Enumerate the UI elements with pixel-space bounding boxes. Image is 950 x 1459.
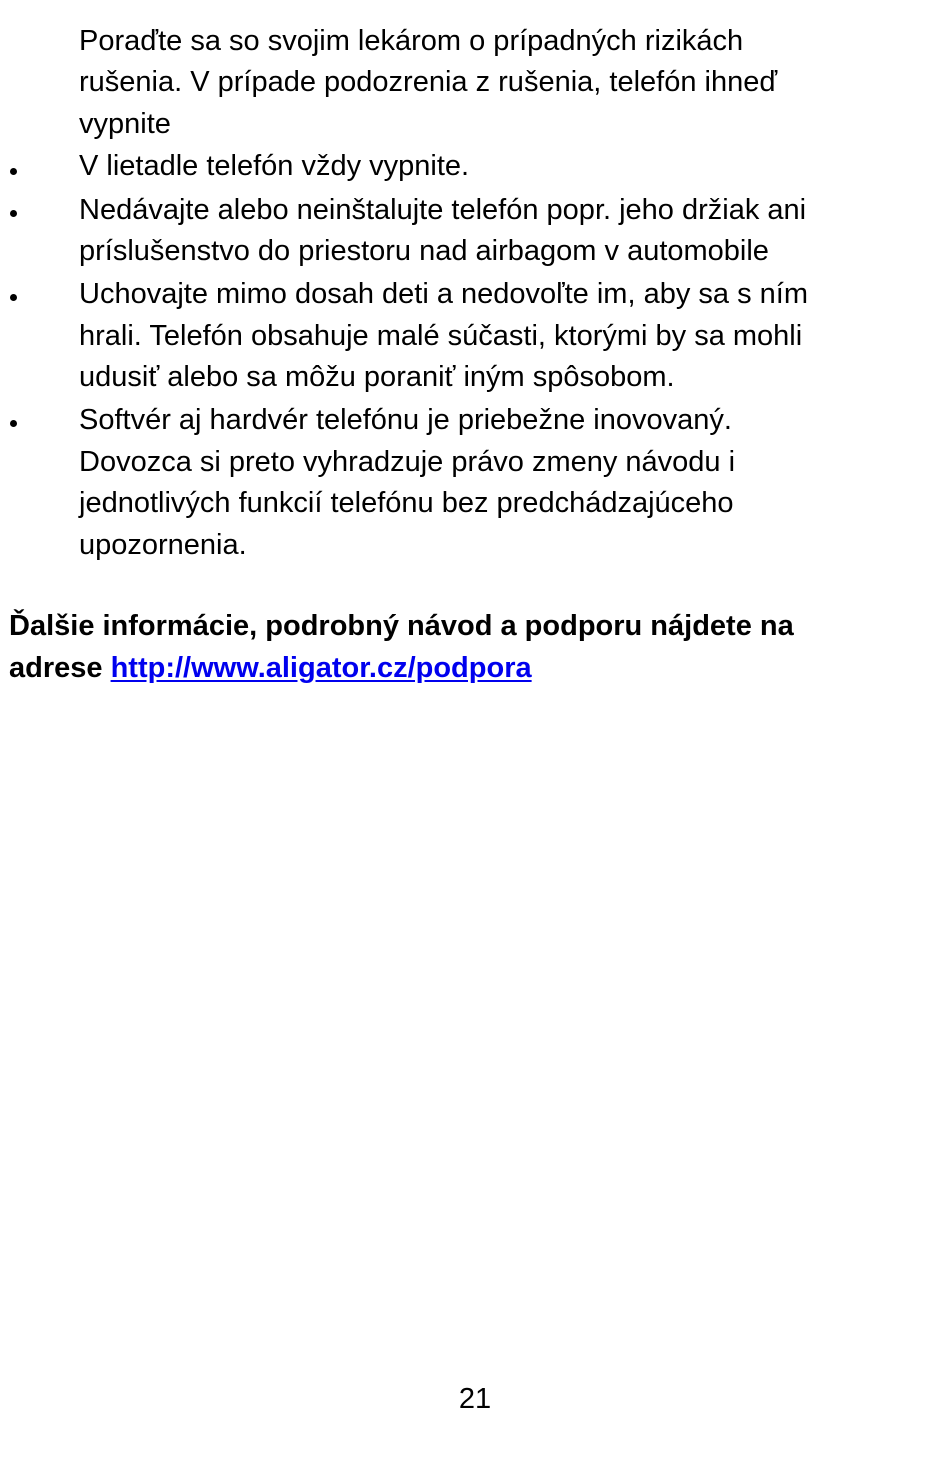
bullet-text-line: hrali. Telefón obsahuje malé súčasti, ktorými by sa mohli [79, 320, 803, 352]
support-link[interactable]: http://www.aligator.cz/podpora [110, 652, 532, 684]
bullet-text-line: udusiť alebo sa môžu poraniť iným spôsobom. [79, 361, 675, 393]
bullet-text-line: jednotlivých funkcií telefónu bez predchádzajúceho [79, 487, 734, 519]
bullet-marker [10, 168, 17, 175]
bullet-text-line: V lietadle telefón vždy vypnite. [79, 150, 470, 182]
intro-line: vypnite [79, 108, 171, 140]
intro-line: Poraďte sa so svojim lekárom o prípadných rizikách [79, 25, 744, 57]
bullet-text-line: Uchovajte mimo dosah deti a nedovoľte im, aby sa s ním [79, 278, 808, 310]
bullet-text-line: príslušenstvo do priestoru nad airbagom v automobile [79, 235, 769, 267]
support-info-prefix: adrese [9, 652, 111, 684]
bullet-text-line: Softvér aj hardvér telefónu je priebežne inovovaný. [79, 404, 732, 436]
bullet-text-line: Nedávajte alebo neinštalujte telefón popr. jeho držiak ani [79, 194, 807, 226]
bullet-marker [10, 294, 17, 301]
support-info-line: Ďalšie informácie, podrobný návod a podporu nájdete na [9, 610, 794, 642]
bullet-text-line: Dovozca si preto vyhradzuje právo zmeny návodu i [79, 446, 736, 478]
support-info-address [9, 647, 532, 689]
bullet-text-line: upozornenia. [79, 529, 247, 561]
bullet-marker [10, 210, 17, 217]
intro-line: rušenia. V prípade podozrenia z rušenia, telefón ihneď [79, 66, 778, 98]
bullet-marker [10, 420, 17, 427]
page-number: 21 [458, 1383, 492, 1415]
